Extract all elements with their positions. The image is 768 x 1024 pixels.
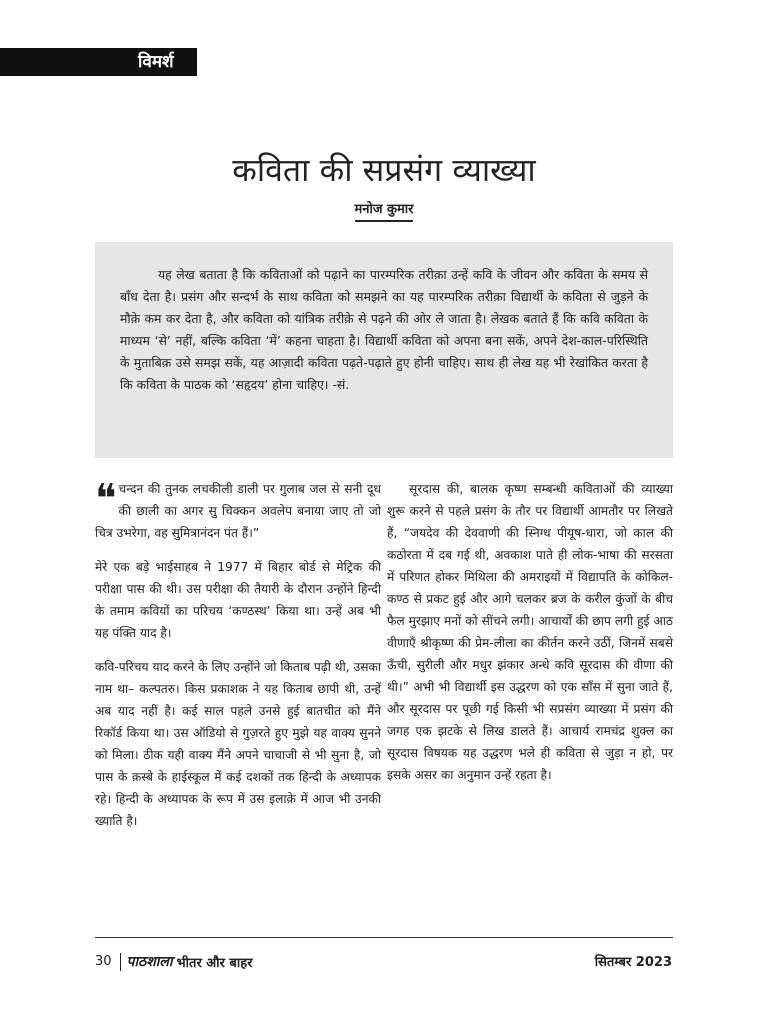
left-paragraph-2: मेरे एक बड़े भाईसाहब ने 1977 में बिहार बोर्ड से मेट्रिक की परीक्षा पास की थी। उस परीक्षा की तैयारी के दौरान उन्होंने हिन्दी के तमाम कवियों का परिचय ‘कण्ठस्थ’ किया था। उन्हें अब भी यह पंक्ति याद है। bbox=[95, 560, 381, 640]
magazine-logo: पाठशाला bbox=[126, 954, 173, 970]
magazine-tagline: भीतर और बाहर bbox=[176, 955, 253, 971]
abstract-box bbox=[95, 242, 673, 458]
right-column bbox=[387, 478, 673, 798]
opening-quote-paragraph bbox=[95, 478, 381, 544]
footer-divider bbox=[95, 937, 673, 938]
quote-mark-icon: ❝ bbox=[95, 476, 117, 522]
page-number: 30 bbox=[95, 954, 112, 969]
article-title: कविता की सप्रसंग व्याख्या bbox=[232, 151, 536, 189]
article-author bbox=[0, 199, 768, 217]
opening-quote-text: चन्दन की तुनक लचकीली डाली पर गुलाब जल से सनी दूध की छाली का अगर सु चिक्कन अवलेप बनाया जाए तो जो चित्र उभरेगा, वह सुमित्रानंदन पंत हैं।” bbox=[95, 482, 381, 540]
abstract-text: यह लेख बताता है कि कविताओं को पढ़ाने का पारम्परिक तरीक़ा उन्हें कवि के जीवन और कविता के समय से बाँध देता है। प्रसंग और सन्दर्भ के साथ कविता को समझने का यह पारम्परिक तरीक़ा विद्यार्थी के कविता से जुड़ने के मौक़े कम कर देता है, और कविता को यांत्रिक तरीक़े से पढ़ने की ओर ले जाता है। लेखक बताते हैं कि कवि कविता के माध्यम ‘से’ नहीं, बल्कि कविता ‘में’ कहना चाहता है। विद्यार्थी कविता को अपना बना सकें, अपने देश-काल-परिस्थिति के मुताबिक़ उसे समझ सकें, यह आज़ादी कविता पढ़ते-पढ़ाते हुए होनी चाहिए। साथ ही लेख यह भी रेखांकित करता है कि कविता के पाठक को ‘सहृदय’ होना चाहिए। -सं. bbox=[120, 267, 648, 392]
left-paragraph-3: कवि-परिचय याद करने के लिए उन्होंने जो किताब पढ़ी थी, उसका नाम था– कल्पतरु। किस प्रकाशक ने यह किताब छापी थी, उन्हें अब याद नहीं है। कई साल पहले उनसे हुई बातचीत को मैंने रिकॉर्ड किया था। उस ऑडियो से गुज़रते हुए मुझे यह वाक्य सुनने को मिला। ठीक यही वाक्य मैंने अपने चाचाजी से भी सुना है, जो पास के क़स्बे के हाईस्कूल में कई दशकों तक हिन्दी के अध्यापक रहे। हिन्दी के अध्यापक के रूप में उस इलाक़े में आज भी उनकी ख्याति है। bbox=[95, 660, 381, 828]
left-column bbox=[95, 478, 381, 844]
author-name: मनोज कुमार bbox=[355, 202, 414, 222]
footer-separator bbox=[120, 953, 121, 971]
issue-date: सितम्बर 2023 bbox=[594, 955, 672, 970]
footer-left bbox=[95, 952, 252, 971]
section-tag: विमर्श bbox=[0, 48, 197, 76]
right-paragraph-1: सूरदास की, बालक कृष्ण सम्बन्धी कविताओं की व्याख्या शुरू करने से पहले प्रसंग के तौर पर विद्यार्थी आमतौर पर लिखते हैं, “जयदेव की देववाणी की स्निग्ध पीयूष-धारा, जो काल की कठोरता में दब गई थी, अवकाश पाते ही लोक-भाषा की सरसता में परिणत होकर मिथिला की अमराइयों में विद्यापति के कोकिल-कण्ठ से प्रकट हुई और आगे चलकर ब्रज के करील कुंजों के बीच फैल मुरझाए मनों को सींचने लगी। आचार्यों की छाप लगी हुई आठ वीणाएँ श्रीकृष्ण की प्रेम-लीला का कीर्तन करने उठीं, जिनमें सबसे ऊँची, सुरीली और मधुर झंकार अन्धे कवि सूरदास की वीणा की थी।” अभी भी विद्यार्थी इस उद्धरण को एक साँस में सुना जाते हैं, और सूरदास पर पूछी गई किसी भी सप्रसंग व्याख्या में प्रसंग की जगह एक झटके से लिख डालते हैं। आचार्य रामचंद्र शुक्ल का सूरदास विषयक यह उद्धरण भले ही कविता से जुड़ा न हो, पर इसके असर का अनुमान उन्हें रहता है। bbox=[387, 482, 673, 782]
